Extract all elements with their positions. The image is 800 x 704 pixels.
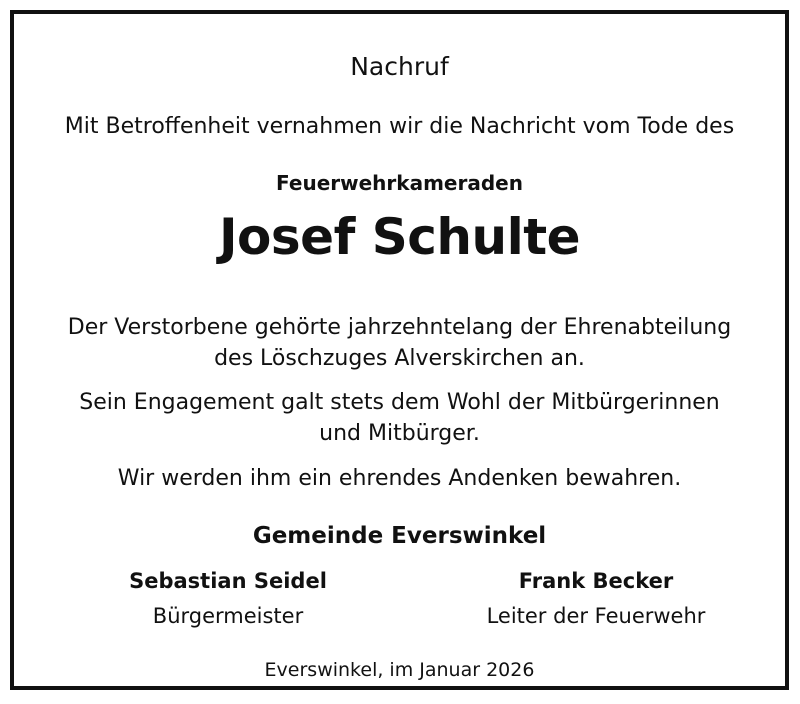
closing-text: Wir werden ihm ein ehrendes Andenken bewahren. [117,466,682,491]
paragraph-service-line-2: des Löschzuges Alverskirchen an. [214,346,585,371]
paragraph-engagement-line-2: und Mitbürger. [319,421,480,446]
organization-name: Gemeinde Everswinkel [252,523,547,549]
paragraph-service-line-1: Der Verstorbene gehörte jahrzehntelang der Ehrenabteilung [67,315,732,340]
signatory-name-2: Frank Becker [518,569,674,593]
intro-text: Mit Betroffenheit vernahmen wir die Nachricht vom Tode des [64,114,735,139]
rank-label: Feuerwehrkameraden [276,171,523,195]
signatory-role-1: Bürgermeister [152,604,304,628]
paragraph-engagement [14,387,785,449]
paragraph-service [14,312,785,374]
signatory-role-2: Leiter der Feuerwehr [486,604,706,628]
notice-heading: Nachruf [350,52,449,81]
paragraph-engagement-line-1: Sein Engagement galt stets dem Wohl der Mitbürgerinnen [79,390,720,415]
obituary-frame [10,10,789,690]
deceased-name: Josef Schulte [218,208,581,266]
place-date: Everswinkel, im Januar 2026 [264,659,535,681]
signatory-name-1: Sebastian Seidel [129,569,327,593]
